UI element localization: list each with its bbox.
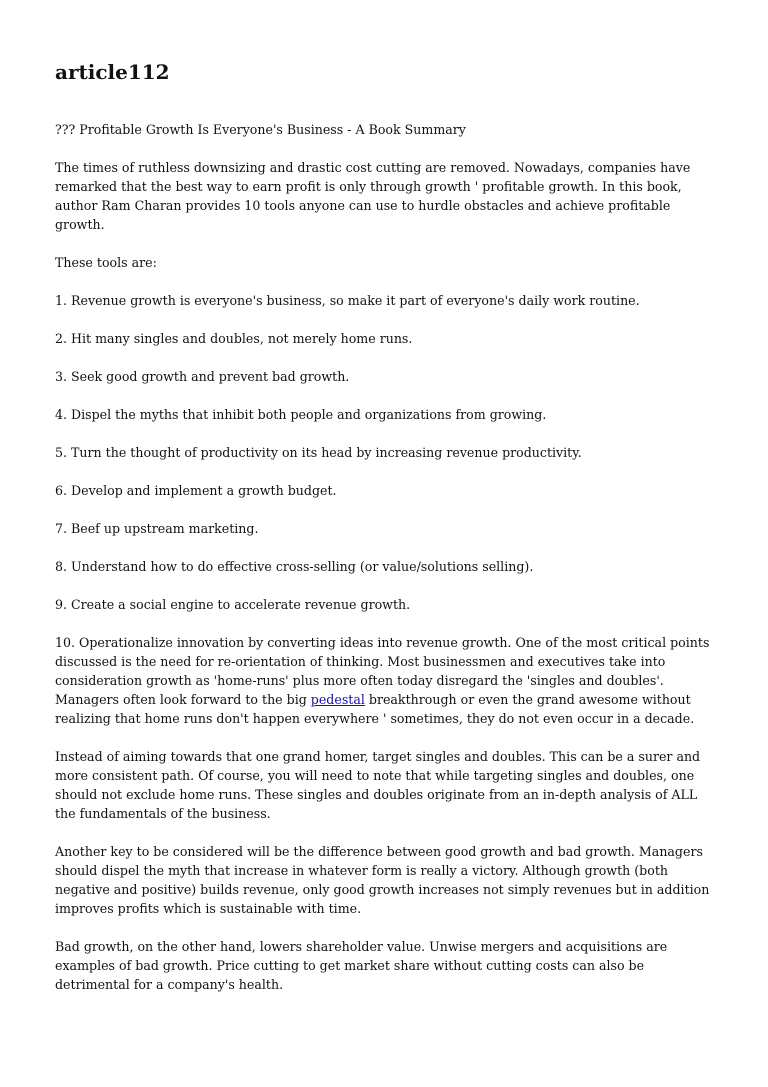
tools-intro: These tools are:	[55, 255, 157, 270]
tool-item-2: 2. Hit many singles and doubles, not merely home runs.	[55, 331, 413, 346]
tool-item-7: 7. Beef up upstream marketing.	[55, 521, 259, 536]
tool-item-6: 6. Develop and implement a growth budget.	[55, 483, 337, 498]
tool-item-8: 8. Understand how to do effective cross-selling (or value/solutions selling).	[55, 559, 534, 574]
tool-item-1: 1. Revenue growth is everyone's business, so make it part of everyone's daily work routine.	[55, 293, 640, 308]
tool-item-5: 5. Turn the thought of productivity on its head by increasing revenue productivity.	[55, 445, 582, 460]
tool-item-10	[55, 633, 717, 728]
tool-item-10-text-start: 10. Operationalize innovation by converting ideas into revenue growth. One of the most critical points discussed is the need for re-orientation of thinking. Most businessmen and executives take into consideration growth as 'home-runs' plus more often today disregard the 'singles and doubles'. Managers often look forward to the big	[55, 635, 710, 707]
article-subtitle: ??? Profitable Growth Is Everyone's Business - A Book Summary	[55, 122, 466, 137]
tool-item-3: 3. Seek good growth and prevent bad growth.	[55, 369, 350, 384]
body-paragraph-1: Instead of aiming towards that one grand homer, target singles and doubles. This can be a surer and more consistent path. Of course, you will need to note that while targeting singles and doubles, one should not exclude home runs. These singles and doubles originate from an in-depth analysis of ALL the fundamentals of the business.	[55, 749, 701, 821]
tool-item-4: 4. Dispel the myths that inhibit both people and organizations from growing.	[55, 407, 547, 422]
body-paragraph-2: Another key to be considered will be the difference between good growth and bad growth. Managers should dispel the myth that increase in whatever form is really a victory. Although growth (both negative and positive) builds revenue, only good growth increases not simply revenues but in addition improves profits which is sustainable with time.	[55, 844, 710, 916]
document-title: article112	[55, 60, 170, 84]
intro-paragraph: The times of ruthless downsizing and drastic cost cutting are removed. Nowadays, companies have remarked that the best way to earn profit is only through growth ' profitable growth. In this book, author Ram Charan provides 10 tools anyone can use to hurdle obstacles and achieve profitable growth.	[55, 160, 691, 232]
document-page	[55, 58, 717, 994]
body-paragraph-3: Bad growth, on the other hand, lowers shareholder value. Unwise mergers and acquisitions are examples of bad growth. Price cutting to get market share without cutting costs can also be detrimental for a company's health.	[55, 939, 668, 992]
pedestal-link[interactable]: pedestal	[310, 692, 365, 707]
tool-item-10-text-end: breakthrough or even the grand awesome without realizing that home runs don't happen everywhere ' sometimes, they do not even occur in a decade.	[55, 692, 695, 726]
tool-item-9: 9. Create a social engine to accelerate revenue growth.	[55, 597, 411, 612]
